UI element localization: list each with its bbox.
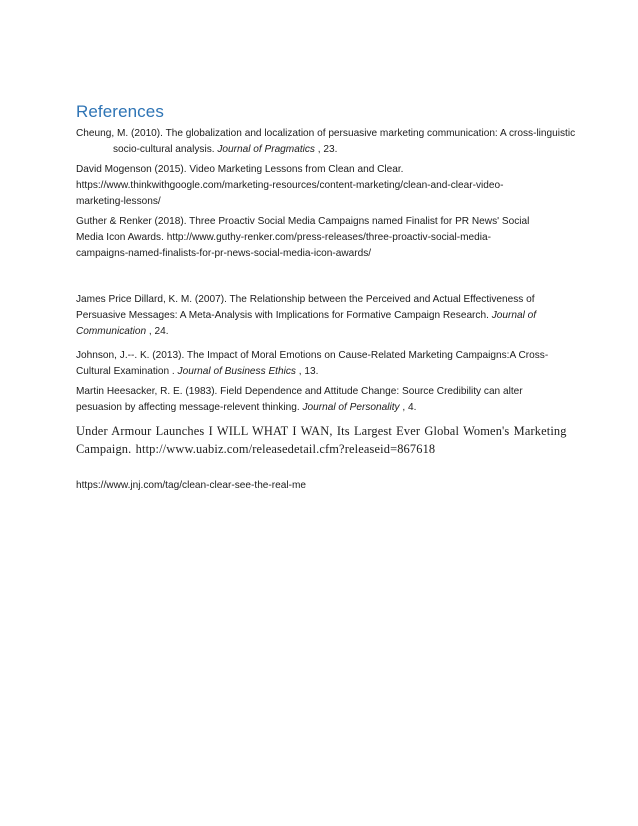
reference-dillard	[76, 292, 566, 340]
reference-heesacker-tail: , 4.	[399, 402, 417, 413]
reference-johnson-line2: Cultural Examination .	[76, 366, 178, 377]
reference-guther-line3[interactable]: campaigns-named-finalists-for-pr-news-social-media-icon-awards/	[76, 248, 372, 259]
reference-heesacker-journal: Journal of Personality	[302, 402, 400, 413]
reference-dillard-journal-b: Communication	[76, 326, 147, 337]
reference-dillard-journal-a: Journal of	[491, 310, 537, 321]
reference-heesacker-line2-wrap	[76, 400, 603, 416]
reference-heesacker-line2: pesuasion by affecting message-relevent thinking.	[76, 402, 303, 413]
reference-guther	[76, 214, 566, 262]
reference-johnson-line2-wrap	[76, 364, 603, 380]
reference-guther-line1: Guther & Renker (2018). Three Proactiv Social Media Campaigns named Finalist for PR News' Social	[76, 216, 530, 227]
reference-mogenson-url[interactable]: https://www.thinkwithgoogle.com/marketing-resources/content-marketing/clean-and-clear-video-	[76, 180, 504, 191]
reference-johnson-line1: Johnson, J.--. K. (2013). The Impact of Moral Emotions on Cause-Related Marketing Campaigns:A Cross-	[76, 350, 549, 361]
reference-heesacker	[76, 384, 603, 416]
reference-cheung-journal: Journal of Pragmatics	[217, 144, 315, 155]
reference-johnson-journal: Journal of Business Ethics	[177, 366, 296, 377]
reference-dillard-line3-wrap	[76, 324, 566, 340]
reference-dillard-line2: Persuasive Messages: A Meta-Analysis with Implications for Formative Campaign Research.	[76, 310, 492, 321]
reference-cheung	[76, 126, 603, 158]
reference-cheung-tail: , 23.	[314, 144, 338, 155]
reference-underarmour-line2[interactable]: Campaign. http://www.uabiz.com/releasedetail.cfm?releaseid=867618	[76, 442, 436, 456]
reference-heesacker-line1: Martin Heesacker, R. E. (1983). Field Dependence and Attitude Change: Source Credibility can alter	[76, 386, 523, 397]
reference-underarmour-line1: Under Armour Launches I WILL WHAT I WAN, Its Largest Ever Global Women's Marketing	[76, 424, 567, 438]
reference-mogenson-line1: David Mogenson (2015). Video Marketing Lessons from Clean and Clear.	[76, 164, 404, 175]
reference-dillard-tail: , 24.	[146, 326, 169, 337]
reference-dillard-line2-wrap	[76, 308, 566, 324]
reference-mogenson-url-cont[interactable]: marketing-lessons/	[76, 196, 161, 207]
reference-jnj-url[interactable]: https://www.jnj.com/tag/clean-clear-see-the-real-me	[76, 480, 306, 491]
reference-underarmour	[76, 422, 576, 458]
reference-dillard-line1: James Price Dillard, K. M. (2007). The Relationship between the Perceived and Actual Effectiveness of	[76, 294, 535, 305]
reference-johnson-tail: , 13.	[295, 366, 319, 377]
references-heading: References	[76, 102, 164, 121]
reference-cheung-text: Cheung, M. (2010). The globalization and localization of persuasive marketing communication: A cross-linguistic socio-cultural analysis.	[76, 128, 576, 155]
reference-jnj	[76, 478, 566, 494]
reference-guther-line2[interactable]: Media Icon Awards. http://www.guthy-renker.com/press-releases/three-proactiv-social-media-	[76, 232, 491, 243]
reference-johnson	[76, 348, 603, 380]
reference-mogenson	[76, 162, 566, 210]
